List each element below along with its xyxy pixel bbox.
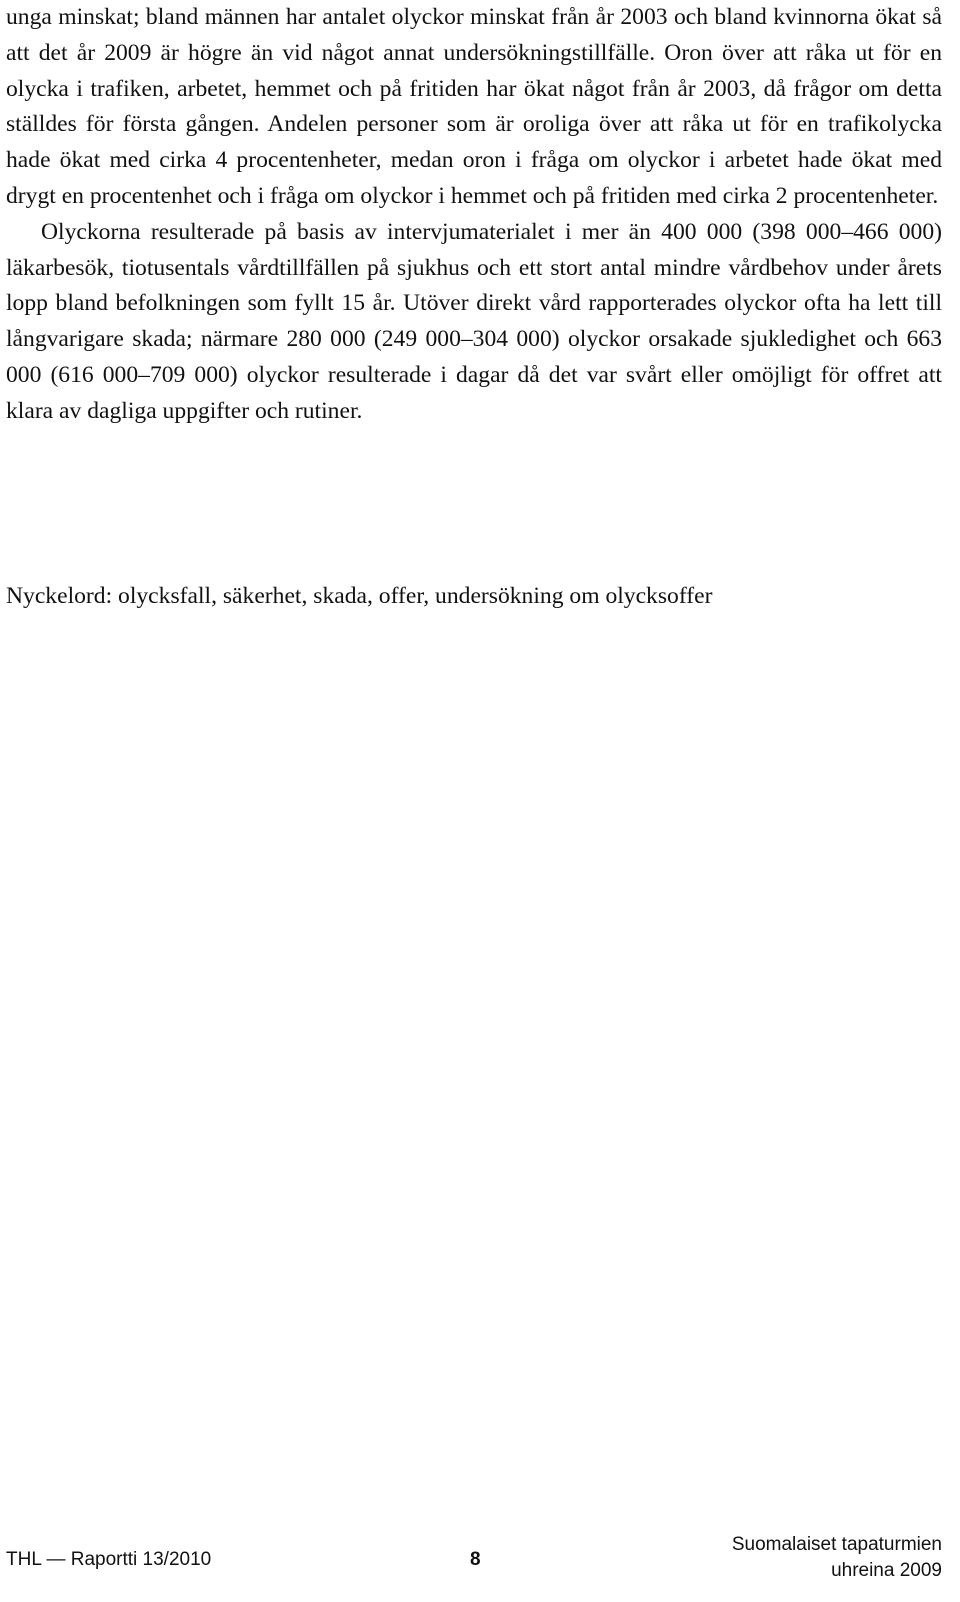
footer-title-line-1: Suomalaiset tapaturmien xyxy=(731,1534,942,1555)
footer-report-id: THL — Raportti 13/2010 xyxy=(6,1549,212,1570)
body-paragraph-2: Olyckorna resulterade på basis av intervjumaterialet i mer än 400 000 (398 000–466 000) läkarbesök, tiotusentals vårdtillfällen på sjukhus och ett stort antal mindre vårdbehov under årets lopp bland befolkningen som fyllt 15 år. Utöver direkt vård rapporterades olyckor ofta ha lett till långvarigare skada; närmare 280 000 (249 000–304 000) olyckor orsakade sjukledighet och 663 000 (616 000–709 000) olyckor resulterade i dagar då det var svårt eller omöjligt för offret att klara av dagliga uppgifter och rutiner. xyxy=(6,218,942,424)
footer-title-line-2: uhreina 2009 xyxy=(831,1560,942,1581)
footer-page-number: 8 xyxy=(470,1549,481,1570)
footer-publication-title xyxy=(682,1532,942,1584)
page-footer xyxy=(0,1520,960,1602)
body-paragraph-1: unga minskat; bland männen har antalet olyckor minskat från år 2003 och bland kvinnorna ökat så att det år 2009 är högre än vid något annat undersökningstillfälle. Oron över att råka ut för en olycka i trafiken, arbetet, hemmet och på fritiden har ökat något från år 2003, då frågor om detta ställdes för första gången. Andelen personer som är oroliga över att råka ut för en trafikolycka hade ökat med cirka 4 procentenheter, medan oron i fråga om olyckor i arbetet hade ökat med drygt en procentenhet och i fråga om olyckor i hemmet och på fritiden med cirka 2 procentenheter. xyxy=(6,4,942,209)
keywords-line: Nyckelord: olycksfall, säkerhet, skada, offer, undersökning om olycksoffer xyxy=(6,583,713,609)
page-body xyxy=(6,0,942,430)
